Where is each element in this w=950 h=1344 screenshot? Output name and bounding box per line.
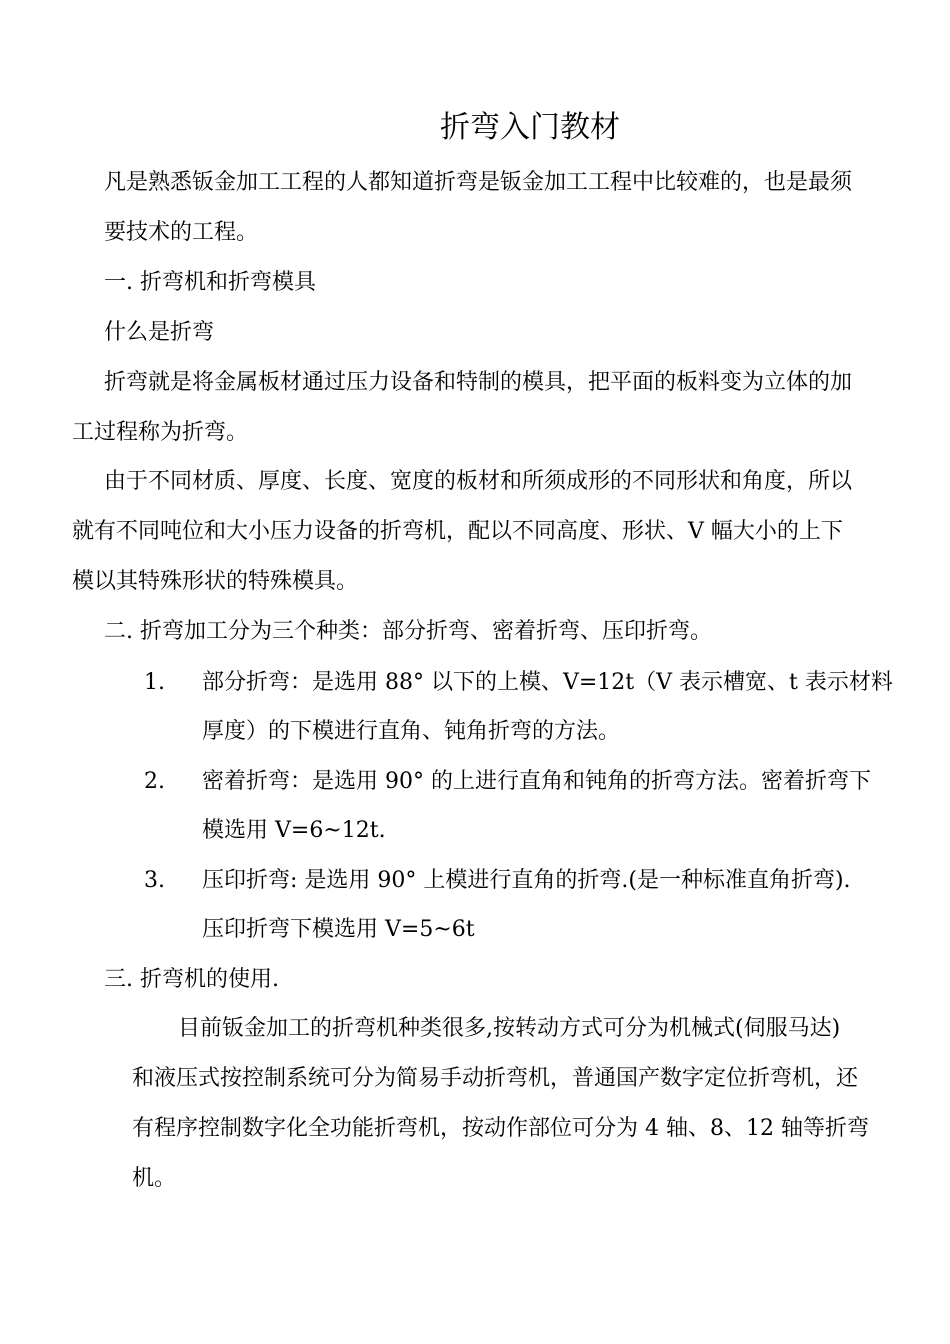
- list-item-number: 1.: [144, 670, 165, 695]
- list-item-2-line-1: 密着折弯：是选用 90° 的上进行直角和钝角的折弯方法。密着折弯下: [202, 769, 871, 794]
- section-1-para-2-line-3: 模以其特殊形状的特殊模具。: [72, 569, 359, 594]
- list-item-1-line-2: 厚度）的下模进行直角、钝角折弯的方法。: [202, 719, 621, 744]
- list-item-number: 3.: [144, 868, 165, 893]
- document-title: 折弯入门教材: [440, 110, 620, 145]
- list-item-number: 2.: [144, 769, 165, 794]
- section-2-heading: 二. 折弯加工分为三个种类：部分折弯、密着折弯、压印折弯。: [104, 619, 712, 644]
- section-1-heading: 一. 折弯机和折弯模具: [104, 270, 316, 295]
- list-item-2-line-2: 模选用 V=6~12t.: [202, 818, 386, 843]
- section-1-para-1-line-2: 工过程称为折弯。: [72, 420, 249, 445]
- intro-line-2: 要技术的工程。: [104, 220, 259, 245]
- section-3-para-line-2: 和液压式按控制系统可分为简易手动折弯机，普通国产数字定位折弯机，还: [132, 1066, 859, 1091]
- section-3-para-line-3: 有程序控制数字化全功能折弯机，按动作部位可分为 4 轴、8、12 轴等折弯: [132, 1116, 869, 1141]
- section-1-subheading: 什么是折弯: [104, 320, 215, 345]
- section-1-para-1-line-1: 折弯就是将金属板材通过压力设备和特制的模具，把平面的板料变为立体的加: [104, 370, 853, 395]
- section-3-para-line-1: 目前钣金加工的折弯机种类很多,按转动方式可分为机械式(伺服马达): [178, 1016, 841, 1041]
- section-3-para-line-4: 机。: [132, 1166, 177, 1191]
- section-3-heading: 三. 折弯机的使用.: [104, 967, 279, 992]
- list-item-3-line-1: 压印折弯: 是选用 90° 上模进行直角的折弯.(是一种标准直角折弯).: [202, 868, 851, 893]
- intro-line-1: 凡是熟悉钣金加工工程的人都知道折弯是钣金加工工程中比较难的，也是最须: [104, 170, 853, 195]
- section-1-para-2-line-1: 由于不同材质、厚度、长度、宽度的板材和所须成形的不同形状和角度，所以: [104, 469, 853, 494]
- list-item-3-line-2: 压印折弯下模选用 V=5~6t: [202, 917, 475, 942]
- section-1-para-2-line-2: 就有不同吨位和大小压力设备的折弯机，配以不同高度、形状、V 幅大小的上下: [72, 519, 843, 544]
- list-item-1-line-1: 部分折弯：是选用 88° 以下的上模、V=12t（V 表示槽宽、t 表示材料: [202, 670, 893, 695]
